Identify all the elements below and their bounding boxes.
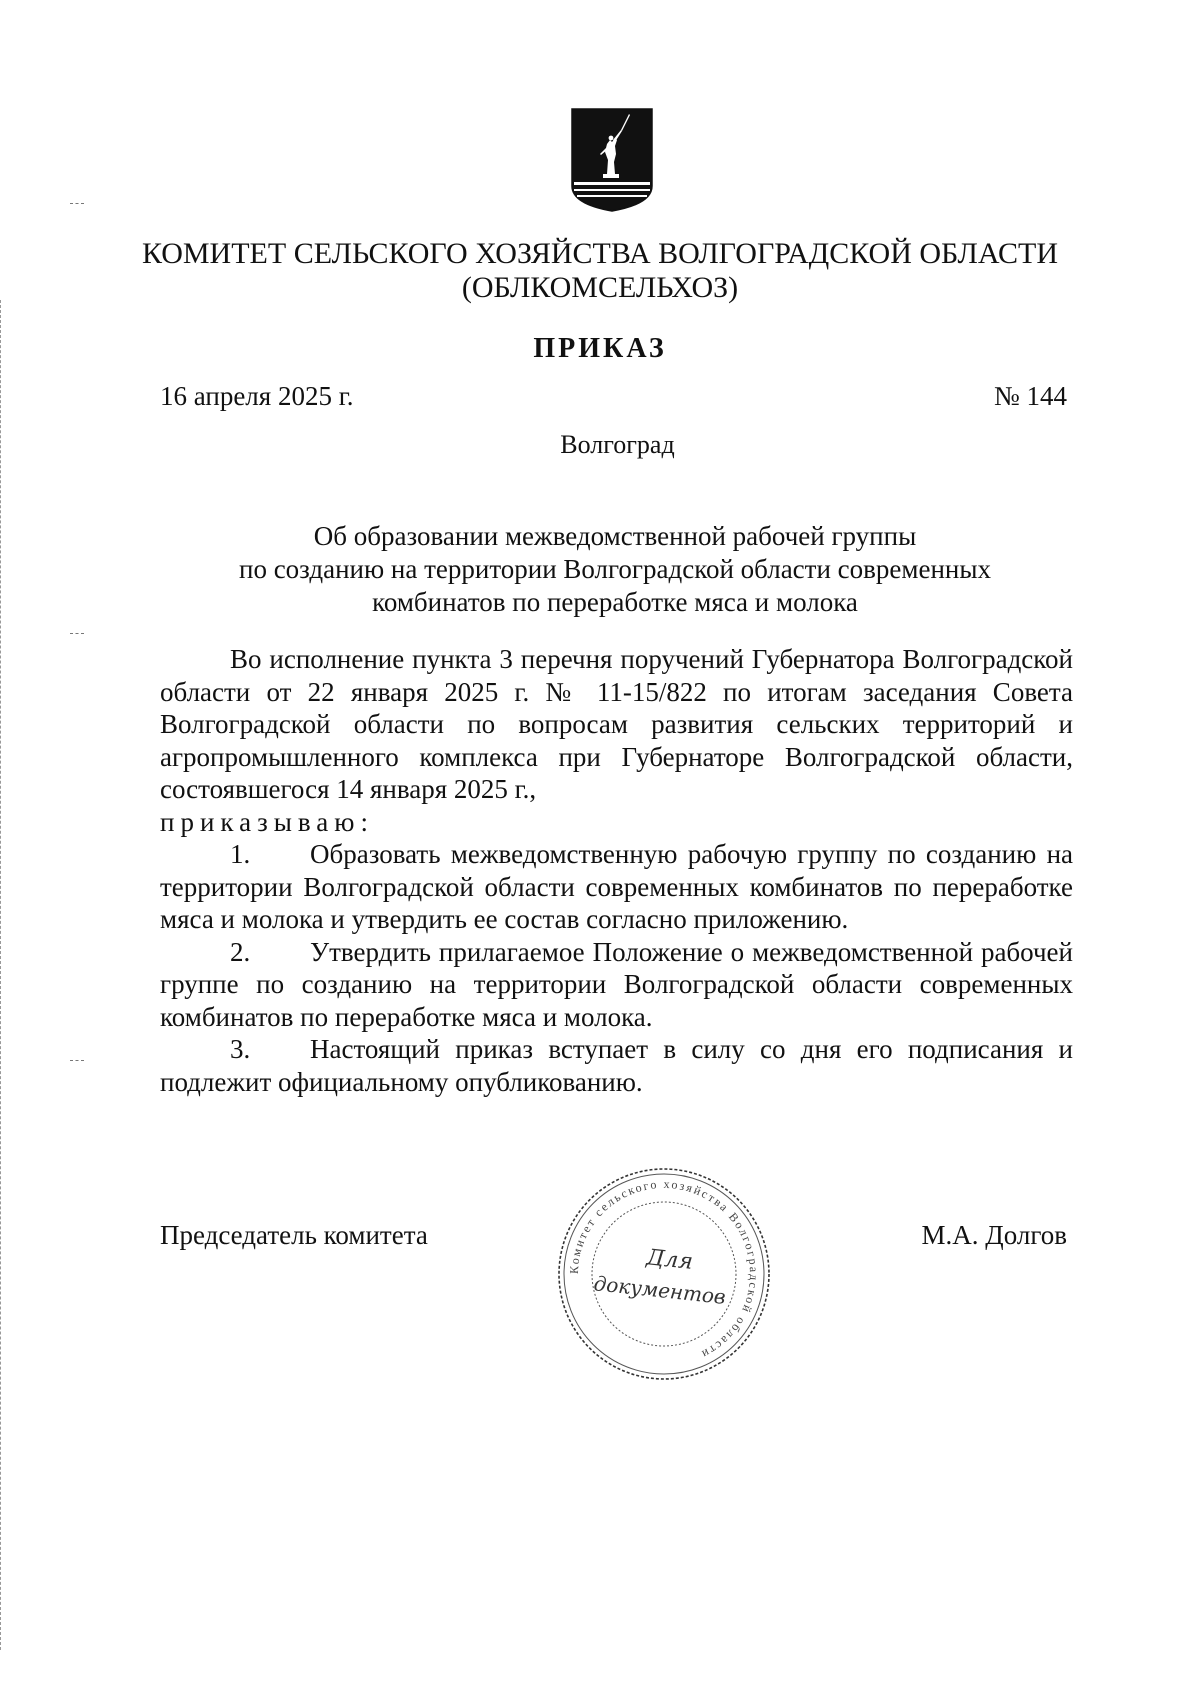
item-number: 3. — [230, 1034, 251, 1064]
item-number: 1. — [230, 839, 251, 869]
signatory-name: М.А. Долгов — [921, 1220, 1067, 1250]
document-number: № 144 — [993, 381, 1067, 411]
margin-mark — [70, 633, 84, 636]
organization-name: КОМИТЕТ СЕЛЬСКОГО ХОЗЯЙСТВА ВОЛГОГРАДСКОЙ ОБЛАСТИ — [141, 237, 1059, 270]
stamp-center-line1: Для — [645, 1245, 695, 1275]
document-type-title: ПРИКАЗ — [533, 333, 667, 364]
order-word: приказываю: — [160, 806, 374, 837]
coat-of-arms-emblem — [571, 108, 653, 212]
item-text: Образовать межведомственную рабочую группу по созданию на территории Волгоградской области современных комбинатов по переработке мяса и молока и утвердить ее состав согласно приложению. — [160, 839, 1073, 934]
stamp-ring-text: Комитет сельского хозяйства Волгоградской области — [566, 1176, 762, 1363]
margin-mark — [70, 203, 84, 206]
item-text: Настоящий приказ вступает в силу со дня его подписания и подлежит официальному опубликованию. — [160, 1034, 1073, 1097]
organization-abbreviation: (ОБЛКОМСЕЛЬХОЗ) — [461, 271, 739, 304]
document-date: 16 апреля 2025 г. — [160, 381, 354, 411]
document-city: Волгоград — [560, 430, 675, 459]
document-subject — [160, 520, 1070, 619]
preamble-paragraph: Во исполнение пункта 3 перечня поручений Губернатора Волгоградской области от 22 января 2025 г. № 11-15/822 по итогам заседания Совета Волгоградской области по вопросам развития сельских территорий и агропромышленного комплекса при Губернаторе Волгоградской области, состоявшегося 14 января 2025 г., — [160, 644, 1073, 804]
order-item — [160, 838, 1073, 936]
subject-line: комбинатов по переработке мяса и молока — [372, 587, 858, 617]
stamp-center-line2: документов — [592, 1271, 727, 1309]
item-text: Утвердить прилагаемое Положение о межведомственной рабочей группе по созданию на территории Волгоградской области современных комбинатов по переработке мяса и молока. — [160, 936, 1073, 1032]
subject-line: Об образовании межведомственной рабочей группы — [313, 521, 917, 551]
document-body — [160, 643, 1073, 1098]
subject-line: по созданию на территории Волгоградской области современных — [239, 554, 991, 584]
scan-edge-line — [0, 300, 3, 1650]
signatory-position: Председатель комитета — [160, 1220, 428, 1250]
order-item — [160, 1033, 1073, 1098]
item-number: 2. — [230, 936, 251, 967]
order-item — [160, 936, 1073, 1034]
official-stamp — [553, 1163, 775, 1385]
margin-mark — [70, 1060, 84, 1063]
